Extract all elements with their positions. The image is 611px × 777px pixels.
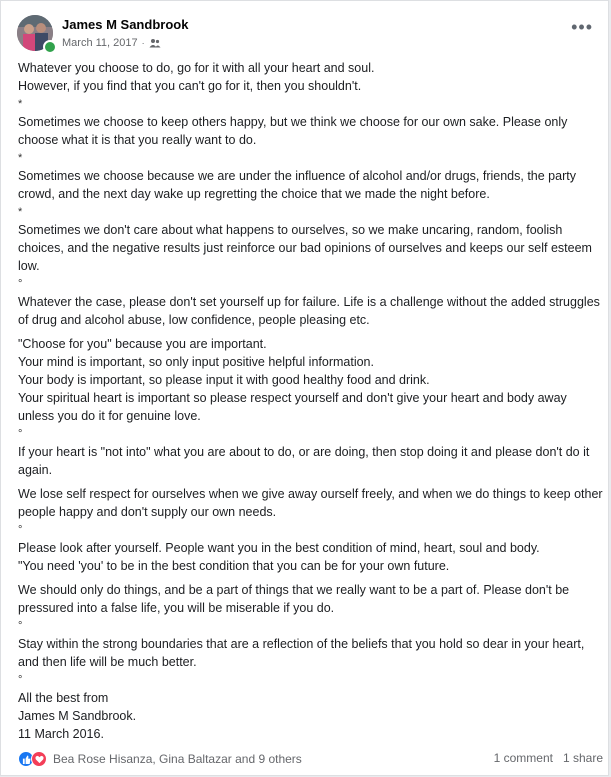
post-header	[17, 15, 597, 55]
post-paragraph: Whatever you choose to do, go for it with all your heart and soul. However, if you find that you can't go for it, then you shouldn't.	[18, 61, 375, 93]
more-options-icon[interactable]: •••	[571, 17, 593, 37]
reactions-summary[interactable]	[18, 751, 302, 767]
post-footer	[18, 751, 603, 771]
post-paragraph: Sometimes we don't care about what happens to ourselves, so we make uncaring, random, foolish choices, and the negative results just reinforce our bad opinions of ourselves and keeps our self esteem low.	[18, 223, 592, 273]
post-paragraph: We should only do things, and be a part of things that we really want to be a part of. Please don't be pressured into a false life, you will be miserable if you do.	[18, 583, 570, 615]
reaction-icons	[18, 751, 47, 767]
post-paragraph: Please look after yourself. People want you in the best condition of mind, heart, soul and body. "You need 'you' to be in the best condition that you can be for your own future.	[18, 541, 540, 573]
share-count[interactable]: 1 share	[562, 751, 603, 765]
post-paragraph: Whatever the case, please don't set yourself up for failure. Life is a challenge without the added struggles of drug and alcohol abuse, low confidence, people pleasing etc.	[18, 295, 600, 327]
engagement-counts	[494, 751, 603, 765]
paragraph-separator: °	[18, 674, 23, 686]
post-paragraph: We lose self respect for ourselves when we give away ourself freely, and when we do things to keep other people happy and don't supply our own needs.	[18, 487, 603, 519]
post-paragraph: Sometimes we choose to keep others happy, but we think we choose for our own sake. Please only choose what it is that you really want to do.	[18, 115, 568, 147]
paragraph-separator: *	[18, 206, 23, 218]
post-author[interactable]: James M Sandbrook	[62, 17, 189, 32]
post-paragraph: All the best from James M Sandbrook. 11 March 2016.	[18, 691, 137, 741]
paragraph-separator: °	[18, 524, 23, 536]
post-paragraph: "Choose for you" because you are important. Your mind is important, so only input positive helpful information. Your body is important, so please input it with good healthy food and drink. Your spiritual heart is important so please respect yourself and don't give your heart and body away unless you do it for genuine love.	[18, 337, 567, 423]
paragraph-separator: °	[18, 278, 23, 290]
post-body	[18, 59, 603, 743]
post-paragraph: Sometimes we choose because we are under the influence of alcohol and/or drugs, friends, the party crowd, and the next day wake up regretting the choice that we made the night before.	[18, 169, 576, 201]
paragraph-separator: °	[18, 620, 23, 632]
post-paragraph: Stay within the strong boundaries that are a reflection of the beliefs that you hold so dear in your heart, and then life will be much better.	[18, 637, 585, 669]
paragraph-separator: *	[18, 98, 23, 110]
online-status-indicator	[43, 40, 57, 54]
paragraph-separator: *	[18, 152, 23, 164]
post-paragraph: If your heart is "not into" what you are about to do, or are doing, then stop doing it and please don't do it again.	[18, 445, 590, 477]
people-icon	[149, 38, 161, 48]
meta-separator: ·	[141, 38, 145, 48]
post-date[interactable]: March 11, 2017	[62, 37, 138, 49]
reactors-text: Bea Rose Hisanza, Gina Baltazar and 9 others	[53, 752, 302, 766]
comment-count[interactable]: 1 comment	[493, 751, 553, 765]
love-icon	[31, 751, 47, 767]
paragraph-separator: °	[18, 428, 23, 440]
post-meta	[62, 37, 161, 49]
